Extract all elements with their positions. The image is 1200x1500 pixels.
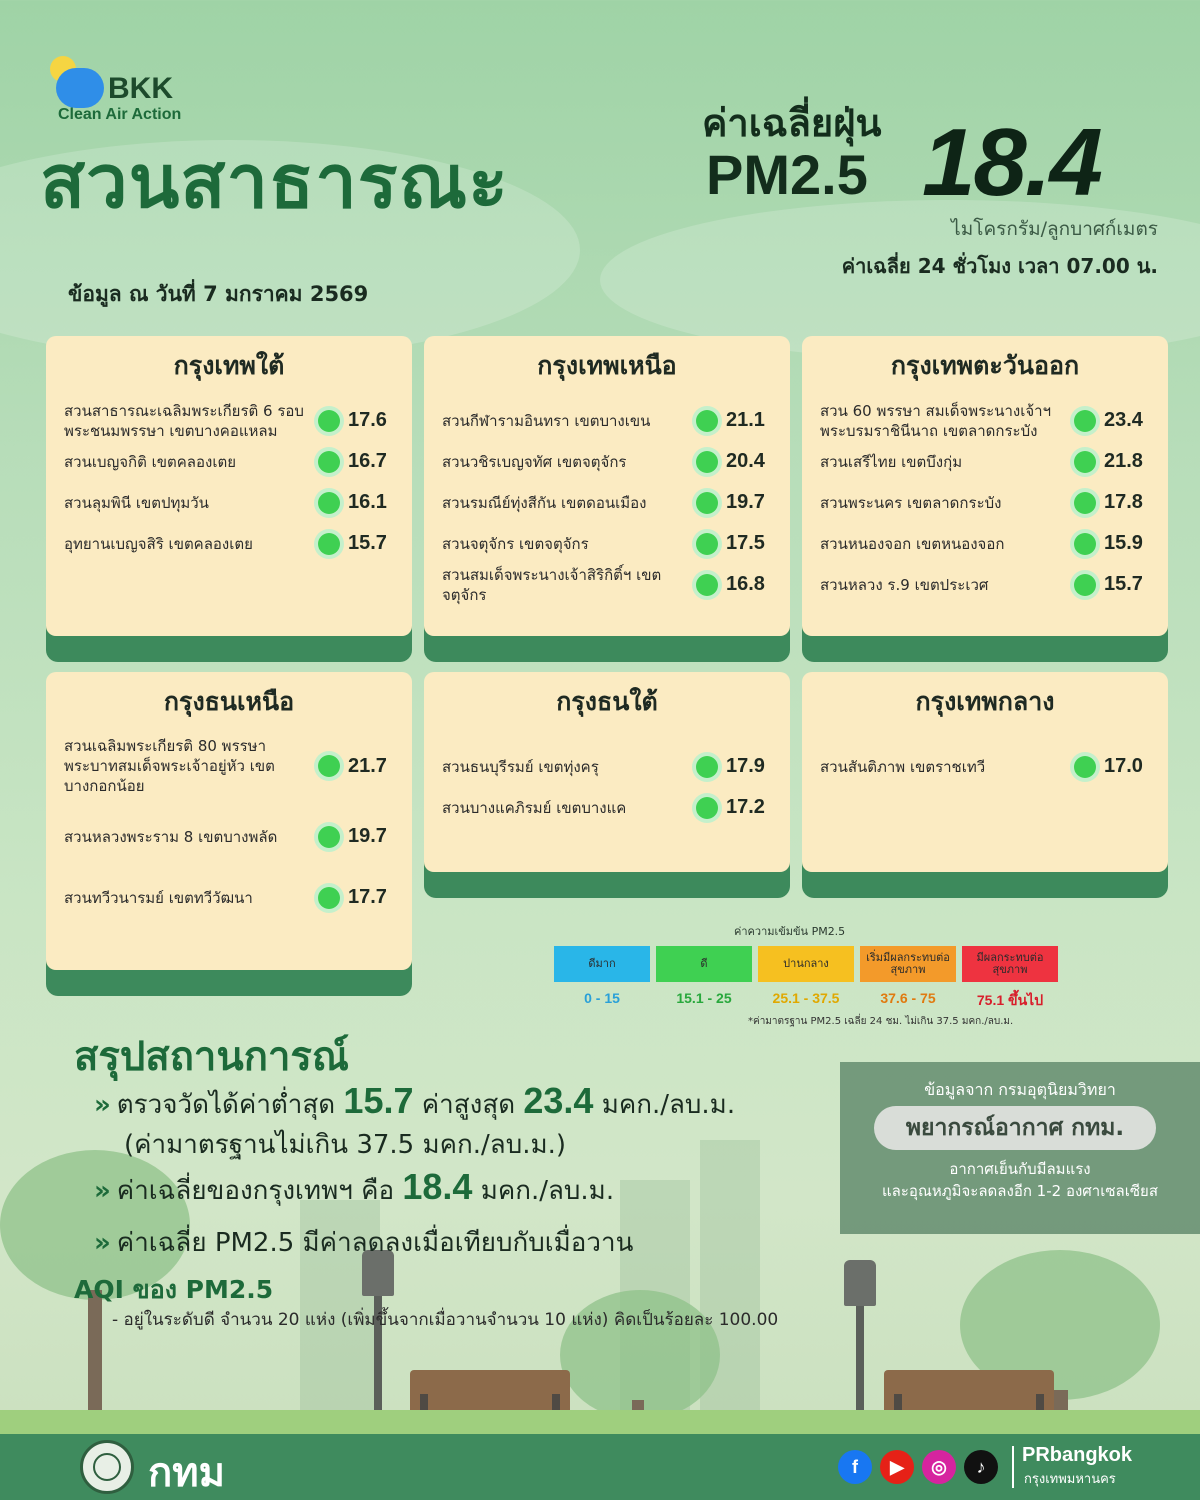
park-pm-value: 17.8 (1104, 491, 1143, 513)
facebook-icon[interactable]: f (838, 1450, 872, 1484)
summary-average-value: 18.4 (402, 1166, 473, 1207)
summary-min-value: 15.7 (343, 1080, 414, 1121)
park-reading (318, 886, 394, 909)
footer-pr-name[interactable]: PRbangkok (1022, 1444, 1133, 1466)
park-name: สวนบางแคภิรมย์ เขตบางแค (442, 798, 627, 817)
park-name: อุทยานเบญจสิริ เขตคลองเตย (64, 534, 253, 553)
status-dot-icon (318, 410, 340, 432)
status-dot-icon (696, 533, 718, 555)
zone-park-list (820, 400, 1150, 605)
park-pm-value: 21.7 (348, 754, 387, 777)
zone-card-body (802, 672, 1168, 872)
park-name: สวนสันติภาพ เขตราชเทวี (820, 757, 986, 776)
park-row (64, 400, 394, 441)
legend-level-range: 15.1 - 25 (676, 990, 732, 1006)
cloud-icon (56, 68, 104, 108)
park-row (820, 482, 1150, 523)
zone-card-body (46, 336, 412, 636)
pm-average-value: 18.4 (922, 109, 1101, 216)
legend-level-range: 25.1 - 37.5 (772, 990, 840, 1006)
park-pm-value: 16.1 (348, 491, 387, 513)
park-pm-value: 15.9 (1104, 532, 1143, 554)
park-pm-value: 17.2 (726, 796, 765, 818)
status-dot-icon (318, 492, 340, 514)
legend-level-range: 75.1 ขึ้นไป (976, 992, 1044, 1008)
zone-card-body (424, 672, 790, 872)
chevron-right-icon: » (94, 1228, 111, 1258)
logo-subtitle: Clean Air Action (58, 106, 182, 123)
zone-card (802, 672, 1168, 898)
park-reading (1074, 450, 1150, 473)
park-name: สวนเบญจกิติ เขตคลองเตย (64, 452, 236, 471)
summary-standard-text: (ค่ามาตรฐานไม่เกิน 37.5 มคก./ลบ.ม.) (124, 1130, 567, 1160)
footer-brand: กทม (148, 1450, 225, 1496)
weather-desc-line: และอุณหภูมิจะลดลงอีก 1-2 องศาเซลเซียส (882, 1182, 1158, 1200)
zone-park-list (64, 736, 394, 918)
zone-card (46, 336, 412, 662)
weather-forecast-badge: พยากรณ์อากาศ กทม. (874, 1106, 1156, 1150)
park-row (820, 564, 1150, 605)
legend-level-box: มีผลกระทบต่อสุขภาพ (962, 946, 1058, 982)
park-reading (318, 532, 394, 555)
summary-line-average (94, 1166, 614, 1211)
status-dot-icon (696, 797, 718, 819)
park-name: สวนสมเด็จพระนางเจ้าสิริกิติ์ฯ เขตจตุจักร (442, 565, 662, 604)
park-row (442, 746, 772, 787)
summary-standard-note (124, 1124, 566, 1165)
park-row (64, 877, 394, 918)
legend-title: ค่าความเข้มข้น PM2.5 (734, 925, 846, 938)
summary-max-value: 23.4 (523, 1080, 594, 1121)
park-pm-value: 19.7 (726, 491, 765, 513)
status-dot-icon (696, 410, 718, 432)
legend-level-box: ปานกลาง (758, 946, 854, 982)
data-date: ข้อมูล ณ วันที่ 7 มกราคม 2569 (68, 282, 369, 306)
park-row (820, 441, 1150, 482)
park-name: สวนหนองจอก เขตหนองจอก (820, 534, 1005, 553)
park-row (442, 564, 772, 605)
summary-max-label: ค่าสูงสุด (421, 1090, 516, 1120)
tiktok-icon[interactable]: ♪ (964, 1450, 998, 1484)
chevron-right-icon: » (94, 1176, 111, 1206)
zone-park-list (64, 400, 394, 564)
park-name: สวนเสรีไทย เขตบึงกุ่ม (820, 452, 963, 471)
grass-strip (0, 1410, 1200, 1436)
park-row (442, 523, 772, 564)
park-name: สวนวชิรเบญจทัศ เขตจตุจักร (442, 452, 627, 471)
summary-line-trend (94, 1222, 633, 1263)
park-row (64, 441, 394, 482)
park-pm-value: 21.1 (726, 409, 765, 431)
pm-time: ค่าเฉลี่ย 24 ชั่วโมง เวลา 07.00 น. (841, 254, 1158, 278)
status-dot-icon (696, 756, 718, 778)
status-dot-icon (1074, 574, 1096, 596)
park-pm-value: 20.4 (726, 450, 765, 472)
park-reading (318, 755, 394, 778)
park-reading (696, 796, 772, 819)
zone-park-list (442, 400, 772, 605)
park-row (64, 523, 394, 564)
park-reading (696, 409, 772, 432)
park-reading (696, 532, 772, 555)
status-dot-icon (1074, 756, 1096, 778)
park-reading (696, 450, 772, 473)
park-reading (318, 491, 394, 514)
aqi-title: AQI ของ PM2.5 (74, 1275, 274, 1304)
weather-desc-line: อากาศเย็นกับมีลมแรง (949, 1160, 1091, 1178)
pm-type-label: PM2.5 (706, 143, 868, 206)
zone-card-body (424, 336, 790, 636)
logo-text: BKK (108, 72, 173, 105)
park-pm-value: 17.6 (348, 409, 387, 431)
park-row (64, 816, 394, 857)
zone-title: กรุงเทพตะวันออก (890, 351, 1080, 380)
park-reading (318, 450, 394, 473)
park-name: สวนหลวง ร.9 เขตประเวศ (820, 575, 989, 594)
zone-card (46, 672, 412, 996)
tree-trunk (88, 1290, 102, 1430)
street-lamp-head (844, 1260, 876, 1306)
status-dot-icon (318, 533, 340, 555)
park-pm-value: 17.0 (1104, 755, 1143, 777)
park-pm-value: 21.8 (1104, 450, 1143, 472)
park-reading (696, 755, 772, 778)
weather-description (848, 1158, 1192, 1202)
park-name: สวนลุมพินี เขตปทุมวัน (64, 493, 209, 512)
zone-card-body (46, 672, 412, 970)
park-name: สวนหลวงพระราม 8 เขตบางพลัด (64, 827, 278, 846)
park-pm-value: 19.7 (348, 825, 387, 847)
park-name: สวนทวีวนารมย์ เขตทวีวัฒนา (64, 888, 253, 907)
footer-divider (1012, 1446, 1014, 1488)
summary-average-label: ค่าเฉลี่ยของกรุงเทพฯ คือ (116, 1176, 395, 1206)
park-name: สวน 60 พรรษา สมเด็จพระนางเจ้าฯ พระบรมราชินีนาถ เขตลาดกระบัง (820, 401, 1051, 440)
bma-seal-inner (93, 1453, 121, 1481)
zone-title: กรุงธนใต้ (556, 687, 658, 716)
park-reading (318, 825, 394, 848)
park-name: สวนรมณีย์ทุ่งสีกัน เขตดอนเมือง (442, 493, 647, 512)
park-reading (318, 409, 394, 432)
summary-unit: มคก./ลบ.ม. (601, 1090, 736, 1120)
status-dot-icon (318, 887, 340, 909)
status-dot-icon (1074, 451, 1096, 473)
park-name: สวนธนบุรีรมย์ เขตทุ่งครุ (442, 757, 599, 776)
chevron-right-icon: » (94, 1090, 111, 1120)
zone-title: กรุงเทพเหนือ (537, 351, 677, 380)
legend-note: *ค่ามาตรฐาน PM2.5 เฉลี่ย 24 ชม. ไม่เกิน 37.5 มคก./ลบ.ม. (748, 1016, 1014, 1027)
park-pm-value: 15.7 (1104, 573, 1143, 595)
park-row (442, 400, 772, 441)
page-title: สวนสาธารณะ (40, 139, 509, 225)
zone-card (424, 672, 790, 898)
park-row (820, 523, 1150, 564)
status-dot-icon (318, 451, 340, 473)
park-reading (1074, 532, 1150, 555)
park-row (820, 400, 1150, 441)
legend-level-range: 37.6 - 75 (880, 990, 936, 1006)
park-pm-value: 17.7 (348, 886, 387, 908)
legend-level-box: ดีมาก (554, 946, 650, 982)
weather-source: ข้อมูลจาก กรมอุตุนิยมวิทยา (924, 1080, 1116, 1099)
zone-card (424, 336, 790, 662)
legend-level-box: ดี (656, 946, 752, 982)
park-reading (696, 573, 772, 596)
youtube-icon[interactable]: ▶ (880, 1450, 914, 1484)
park-reading (1074, 409, 1150, 432)
legend-level-box: เริ่มมีผลกระทบต่อสุขภาพ (860, 946, 956, 982)
instagram-icon[interactable]: ◎ (922, 1450, 956, 1484)
park-pm-value: 23.4 (1104, 409, 1143, 431)
park-reading (1074, 755, 1150, 778)
park-pm-value: 16.7 (348, 450, 387, 472)
park-row (64, 736, 394, 796)
status-dot-icon (696, 492, 718, 514)
zone-card-body (802, 336, 1168, 636)
zone-card (802, 336, 1168, 662)
park-pm-value: 17.9 (726, 755, 765, 777)
summary-line-minmax (94, 1080, 735, 1125)
zone-title: กรุงธนเหนือ (163, 687, 295, 716)
footer-pr-sub: กรุงเทพมหานคร (1024, 1472, 1116, 1487)
status-dot-icon (1074, 492, 1096, 514)
zone-title: กรุงเทพใต้ (173, 351, 285, 380)
park-name: สวนกีฬารามอินทรา เขตบางเขน (442, 411, 651, 430)
park-row (442, 787, 772, 828)
aqi-detail: - อยู่ในระดับดี จำนวน 20 แห่ง (เพิ่มขึ้นจากเมื่อวานจำนวน 10 แห่ง) คิดเป็นร้อยละ 100.00 (112, 1310, 779, 1330)
park-pm-value: 16.8 (726, 573, 765, 595)
pm-average-label: ค่าเฉลี่ยฝุ่น (702, 101, 882, 145)
status-dot-icon (1074, 410, 1096, 432)
park-pm-value: 17.5 (726, 532, 765, 554)
summary-trend-text: ค่าเฉลี่ย PM2.5 มีค่าลดลงเมื่อเทียบกับเมื่อวาน (116, 1228, 634, 1258)
status-dot-icon (1074, 533, 1096, 555)
legend-level-range: 0 - 15 (584, 990, 620, 1006)
park-name: สวนพระนคร เขตลาดกระบัง (820, 493, 1002, 512)
status-dot-icon (696, 574, 718, 596)
park-row (442, 441, 772, 482)
pm-unit: ไมโครกรัม/ลูกบาศก์เมตร (951, 218, 1158, 240)
status-dot-icon (318, 755, 340, 777)
summary-title: สรุปสถานการณ์ (74, 1034, 349, 1080)
park-reading (1074, 573, 1150, 596)
park-pm-value: 15.7 (348, 532, 387, 554)
park-name: สวนสาธารณะเฉลิมพระเกียรติ 6 รอบ พระชนมพรรษา เขตบางคอแหลม (64, 401, 304, 440)
zone-park-list (820, 746, 1150, 787)
park-row (64, 482, 394, 523)
park-reading (1074, 491, 1150, 514)
zone-title: กรุงเทพกลาง (915, 687, 1055, 716)
park-row (442, 482, 772, 523)
status-dot-icon (696, 451, 718, 473)
park-row (820, 746, 1150, 787)
status-dot-icon (318, 826, 340, 848)
park-name: สวนจตุจักร เขตจตุจักร (442, 534, 589, 553)
summary-unit: มคก./ลบ.ม. (480, 1176, 615, 1206)
park-reading (696, 491, 772, 514)
park-name: สวนเฉลิมพระเกียรติ 80 พรรษา พระบาทสมเด็จพระเจ้าอยู่หัว เขตบางกอกน้อย (64, 737, 275, 795)
zone-park-list (442, 746, 772, 828)
summary-min-label: ตรวจวัดได้ค่าต่ำสุด (116, 1090, 336, 1120)
